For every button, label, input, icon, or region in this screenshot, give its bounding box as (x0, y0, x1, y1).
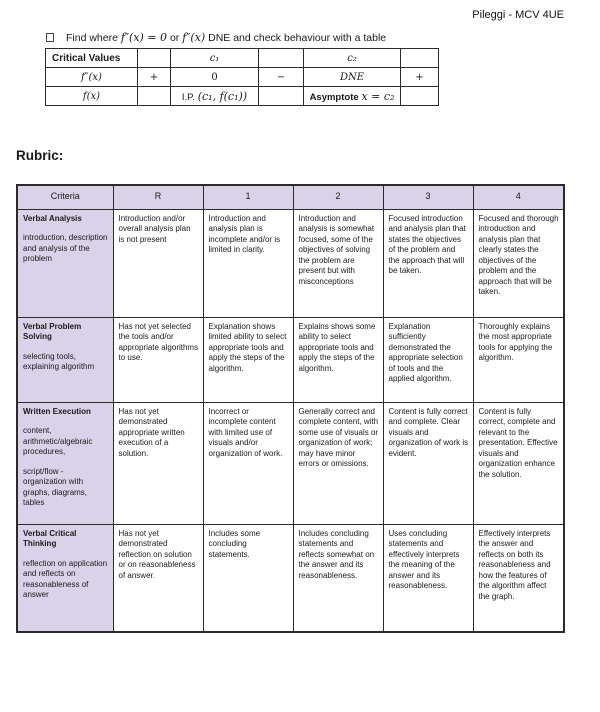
c1-cell: c₁ (171, 49, 259, 68)
rubric-cell: Content is fully correct, complete and relevant to the presentation. Effective visuals and organization enhance the solution. (473, 402, 564, 524)
rubric-cell: Includes concluding statements and reflects somewhat on the answer and its reasonableness. (293, 524, 383, 632)
rubric-row-written-execution (17, 402, 564, 524)
ip-label: I.P. (181, 91, 195, 103)
zero-cell: 0 (171, 68, 259, 87)
rubric-cell: Has not yet demonstrated reflection on solution or on reasonableness of answer. (113, 524, 203, 632)
c2-cell: c₂ (304, 49, 401, 68)
function-row (46, 87, 439, 106)
f-double-prime-label: f″(x) (46, 68, 138, 87)
sign-cell: + (138, 68, 171, 87)
empty-cell (259, 49, 304, 68)
criteria-cell (17, 524, 113, 632)
rubric-cell: Explains shows some ability to select appropriate tools and apply the steps of the algorithm. (293, 317, 383, 402)
rubric-row-verbal-problem-solving (17, 317, 564, 402)
criteria-cell (17, 317, 113, 402)
math-fragment: f″(x) (182, 31, 206, 44)
inflection-point-cell (171, 87, 259, 106)
rubric-table (16, 184, 565, 633)
rubric-cell: Uses concluding statements and effectively interprets the meaning of the answer and its reasonableness. (383, 524, 473, 632)
instruction-line (46, 30, 600, 46)
criteria-cell (17, 402, 113, 524)
column-header-4: 4 (473, 185, 564, 209)
criteria-cell (17, 209, 113, 317)
instruction-text: or (167, 32, 183, 44)
column-header-2: 2 (293, 185, 383, 209)
criteria-title: Verbal Problem Solving (23, 321, 82, 342)
criteria-description: content, arithmetic/algebraic procedures, (23, 426, 93, 457)
instruction-text: DNE and check behaviour with a table (205, 32, 387, 44)
column-header-3: 3 (383, 185, 473, 209)
empty-cell (138, 49, 171, 68)
f-label: f(x) (46, 87, 138, 106)
empty-cell (401, 49, 439, 68)
rubric-heading: Rubric: (16, 148, 64, 163)
rubric-cell: Includes some concluding statements. (203, 524, 293, 632)
criteria-description: introduction, description and analysis of the problem (23, 233, 108, 264)
sign-cell: + (401, 68, 439, 87)
column-header-r: R (113, 185, 203, 209)
second-derivative-row (46, 68, 439, 87)
criteria-title: Written Execution (23, 406, 91, 416)
rubric-cell: Has not yet demonstrated appropriate written execution of a solution. (113, 402, 203, 524)
rubric-cell: Has not yet selected the tools and/or appropriate algorithms to use. (113, 317, 203, 402)
criteria-description: reflection on application and reflects on reasonableness of answer (23, 558, 108, 600)
rubric-cell: Content is fully correct and complete. Clear visuals and organization of work is evident. (383, 402, 473, 524)
criteria-description: selecting tools, explaining algorithm (23, 351, 95, 372)
rubric-cell: Introduction and analysis is somewhat focused, some of the objectives of solving the problem are present but with misconceptions (293, 209, 383, 317)
rubric-cell: Thoroughly explains the most appropriate tools for applying the algorithm. (473, 317, 564, 402)
empty-cell (259, 87, 304, 106)
column-header-criteria: Criteria (17, 185, 113, 209)
empty-cell (138, 87, 171, 106)
critical-values-label: Critical Values (46, 49, 138, 68)
asymptote-cell (304, 87, 401, 106)
criteria-description: script/flow - organization with graphs, diagrams, tables (23, 466, 88, 508)
rubric-cell: Explanation shows limited ability to select appropriate tools and apply the steps of the algorithm. (203, 317, 293, 402)
critical-values-header-row (46, 49, 439, 68)
critical-values-table (45, 48, 439, 106)
instruction-text: Find where (66, 32, 121, 44)
column-header-1: 1 (203, 185, 293, 209)
asymptote-math: x = c₂ (361, 89, 395, 103)
empty-cell (401, 87, 439, 106)
checkbox-glyph (46, 33, 54, 42)
rubric-cell: Effectively interprets the answer and reflects on both its reasonableness and how the features of the algorithm affect the graph. (473, 524, 564, 632)
math-fragment: f″(x) = 0 (120, 31, 168, 44)
rubric-row-verbal-critical-thinking (17, 524, 564, 632)
page-header-course-label: Pileggi - MCV 4UE (472, 9, 564, 21)
sign-cell: − (259, 68, 304, 87)
criteria-title: Verbal Analysis (23, 213, 82, 223)
criteria-title: Verbal Critical Thinking (23, 528, 77, 549)
asymptote-label: Asymptote (309, 91, 359, 103)
rubric-cell: Focused introduction and analysis plan that states the objectives of the problem and the approach that will be taken. (383, 209, 473, 317)
rubric-cell: Focused and thorough introduction and analysis plan that clearly states the objectives of the problem and the approach that will be taken. (473, 209, 564, 317)
rubric-cell: Generally correct and complete content, with some use of visuals or organization of work; may have minor errors or omissions. (293, 402, 383, 524)
ip-math: (c₁, f(c₁)) (197, 89, 248, 103)
dne-cell: DNE (304, 68, 401, 87)
rubric-cell: Incorrect or incomplete content with limited use of visuals and/or organization of work. (203, 402, 293, 524)
rubric-cell: Introduction and analysis plan is incomplete and/or is limited in clarity. (203, 209, 293, 317)
rubric-cell: Explanation sufficiently demonstrated the appropriate selection of tools and the applied algorithm. (383, 317, 473, 402)
rubric-header-row (17, 185, 564, 209)
rubric-cell: Introduction and/or overall analysis plan is not present (113, 209, 203, 317)
rubric-row-verbal-analysis (17, 209, 564, 317)
